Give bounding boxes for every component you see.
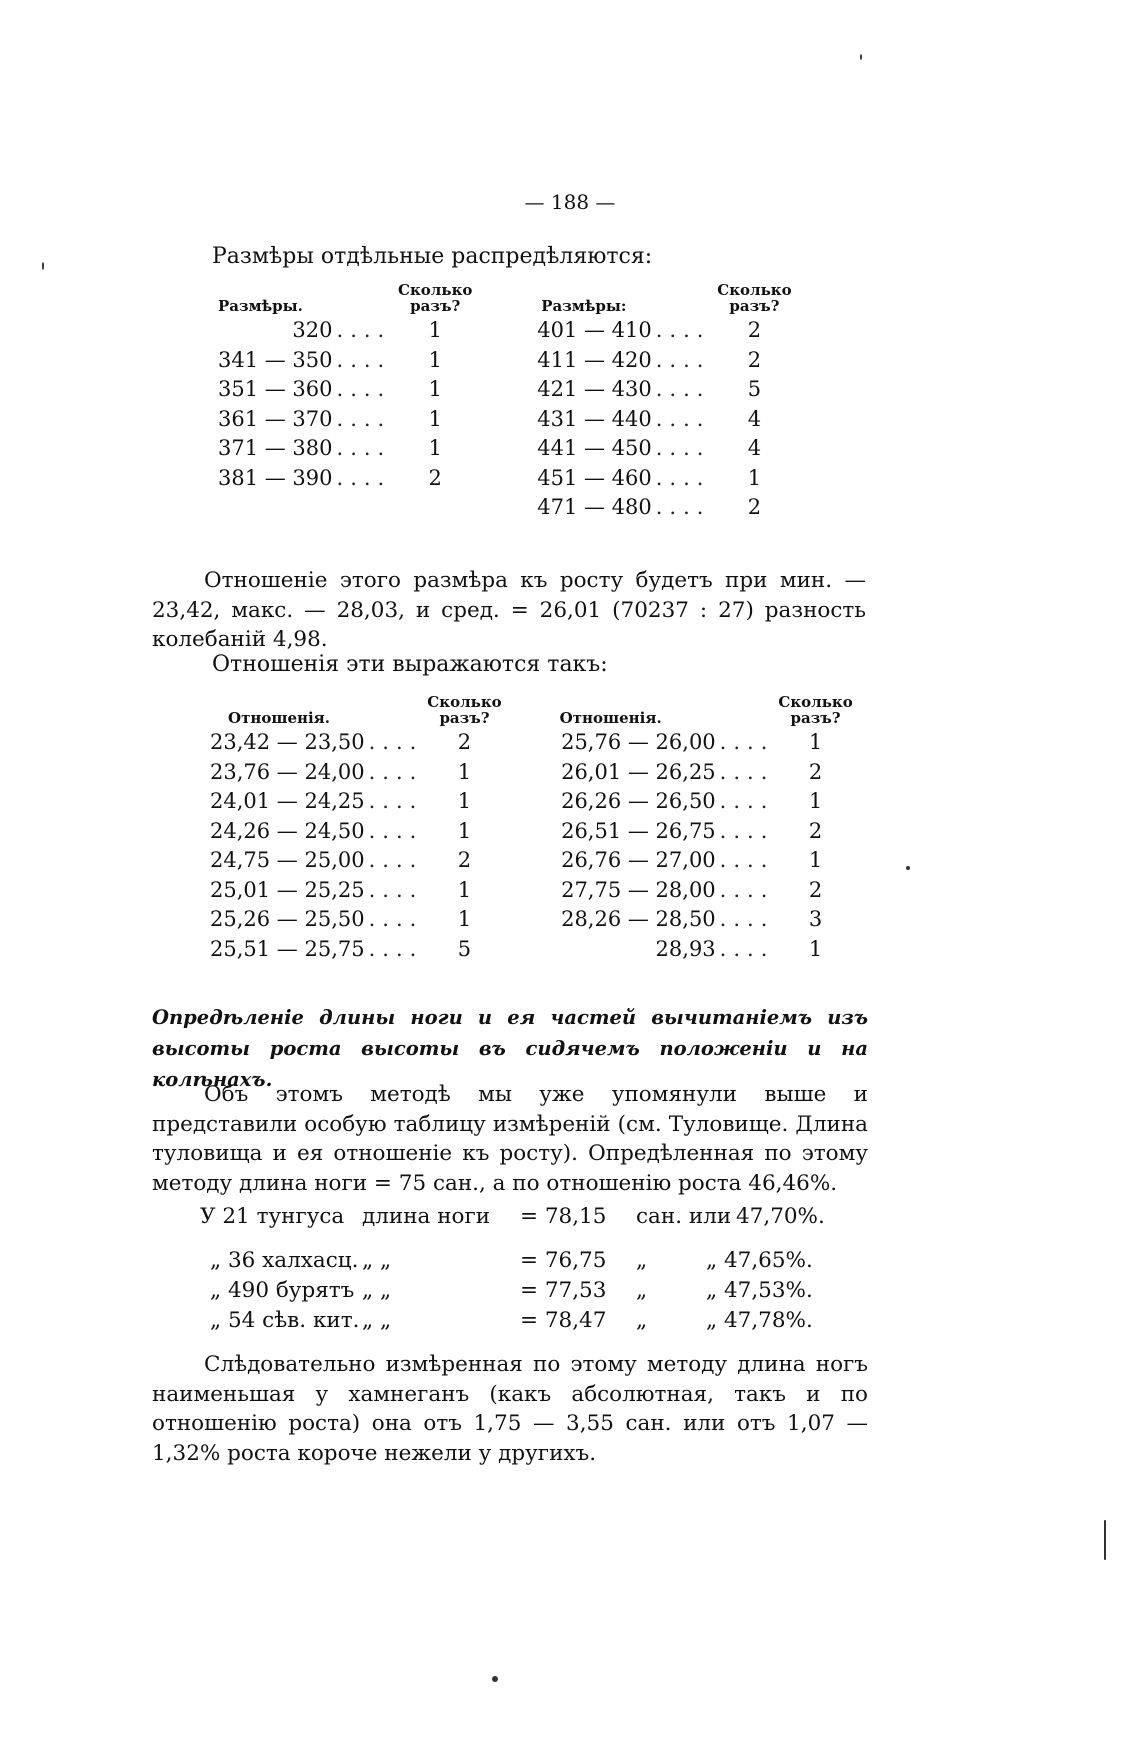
leader-dots: .... — [655, 465, 711, 490]
scan-speck — [906, 866, 910, 870]
leg-pct: „ 47,78%. — [706, 1308, 813, 1333]
count-right: 4 — [747, 406, 762, 431]
column-gap — [506, 817, 556, 847]
leg-label: „ „ — [362, 1308, 392, 1333]
range-left: 24,26 — 24,50 — [210, 818, 365, 843]
leader-dots: .... — [336, 377, 392, 401]
column-gap — [506, 876, 556, 906]
col-header-count2-right: Сколько разъ? — [778, 693, 853, 727]
range-left: 25,01 — 25,25 — [210, 877, 365, 902]
table-row — [210, 935, 857, 965]
range-left: 341 — 350 — [218, 347, 333, 372]
leader-dots: .... — [368, 877, 424, 902]
range-left: 381 — 390 — [218, 465, 333, 490]
paragraph-method — [152, 1080, 868, 1198]
leader-dots: .... — [719, 877, 775, 902]
leader-dots: .... — [719, 907, 775, 931]
leg-pct: „ 47,53%. — [706, 1278, 813, 1303]
count-left: 1 — [428, 377, 442, 401]
column-gap — [479, 316, 537, 346]
leader-dots: .... — [368, 789, 424, 813]
column-gap — [506, 935, 556, 965]
count-right: 1 — [808, 936, 823, 961]
leader-dots: .... — [336, 436, 392, 460]
range-left: 24,75 — 25,00 — [210, 848, 365, 872]
leader-dots: .... — [655, 495, 711, 519]
count-right: 1 — [808, 730, 823, 754]
leg-who: „ 490 бурятъ — [210, 1278, 355, 1303]
table-row — [218, 434, 798, 464]
leader-dots: .... — [368, 818, 424, 843]
count-left: 2 — [457, 730, 472, 754]
leg-label: „ „ — [362, 1278, 392, 1303]
leader-dots: .... — [336, 406, 392, 431]
count-left: 1 — [457, 907, 472, 931]
range-right: 25,76 — 26,00 — [561, 730, 716, 754]
column-gap — [479, 434, 537, 464]
range-right: 28,93 — [655, 936, 716, 961]
range-right: 411 — 420 — [537, 347, 652, 372]
range-left: 23,76 — 24,00 — [210, 759, 365, 784]
count-left: 2 — [457, 848, 472, 872]
count-right: 4 — [747, 436, 762, 460]
table-row — [218, 346, 798, 376]
table-row — [210, 817, 857, 847]
scan-speck — [42, 262, 44, 270]
leg-pct: 47,70%. — [736, 1204, 825, 1229]
range-right: 421 — 430 — [537, 377, 652, 401]
leader-dots: .... — [719, 730, 775, 754]
table-row — [210, 787, 857, 817]
leader-dots: .... — [655, 436, 711, 460]
heading-ratios: Отношенія эти выражаются такъ: — [212, 652, 608, 677]
range-right: 27,75 — 28,00 — [561, 877, 716, 902]
count-right: 2 — [747, 318, 762, 342]
leader-dots — [335, 493, 392, 523]
leader-dots: .... — [368, 936, 424, 961]
count-left: 1 — [457, 877, 472, 902]
count-left: 1 — [428, 318, 442, 342]
count-left: 1 — [457, 818, 472, 843]
count-left: 1 — [428, 436, 442, 460]
range-left: 24,01 — 24,25 — [210, 789, 365, 813]
leg-length-row — [0, 1278, 1140, 1308]
leg-unit: „ — [636, 1248, 648, 1273]
table-row — [210, 905, 857, 935]
table-row — [218, 375, 798, 405]
ratios-table — [210, 694, 857, 964]
range-right: 431 — 440 — [537, 406, 652, 431]
range-left: 361 — 370 — [218, 406, 333, 431]
col-header-count: Сколько разъ? — [398, 281, 473, 315]
leader-dots: .... — [336, 347, 392, 372]
leg-length-row — [0, 1248, 1140, 1278]
range-right: 28,26 — 28,50 — [561, 907, 716, 931]
range-right: 26,26 — 26,50 — [561, 789, 716, 813]
heading-sizes: Размѣры отдѣльные распредѣляются: — [212, 244, 653, 269]
leader-dots: .... — [655, 377, 711, 401]
count-left: 1 — [428, 347, 442, 372]
range-right: 26,01 — 26,25 — [561, 759, 716, 784]
range-left: 320 — [292, 318, 333, 342]
paragraph-method-text: Объ этомъ методѣ мы уже упомянули выше и представили особую таблицу измѣреній (см. Туловище. Длина туловища и ея отношеніе къ росту). Опредѣленная по этому методу длина ноги = 75 сан., а по отношенію роста 46,46%. — [152, 1082, 868, 1196]
leader-dots: .... — [719, 848, 775, 872]
leader-dots: .... — [368, 730, 424, 754]
count-left: 1 — [457, 759, 472, 784]
count-right: 3 — [808, 907, 823, 931]
count-left: 1 — [457, 789, 472, 813]
leg-label: „ „ — [362, 1248, 392, 1273]
table-row — [218, 493, 798, 523]
count-left: 1 — [428, 406, 442, 431]
table-row — [210, 876, 857, 906]
leader-dots: .... — [655, 406, 711, 431]
leg-pct: „ 47,65%. — [706, 1248, 813, 1273]
col-header-count2: Сколько разъ? — [427, 693, 502, 727]
count-right: 1 — [747, 465, 762, 490]
range-left: 371 — 380 — [218, 436, 333, 460]
leg-value: = 78,15 — [520, 1204, 607, 1229]
leg-unit: „ — [636, 1308, 648, 1333]
section-heading-italic: Опредѣленіе длины ноги и ея частей вычитаніемъ изъ высоты роста высоты въ сидячемъ положеніи и на колѣнахъ. — [152, 1006, 868, 1091]
leader-dots: .... — [719, 789, 775, 813]
table-row — [218, 316, 798, 346]
column-gap — [479, 375, 537, 405]
page-number: — 188 — — [524, 190, 616, 214]
column-gap — [506, 728, 556, 758]
range-right: 451 — 460 — [537, 465, 652, 490]
table-row — [218, 405, 798, 435]
column-gap — [479, 464, 537, 494]
range-right: 401 — 410 — [537, 318, 652, 342]
count-right: 2 — [808, 759, 823, 784]
paragraph-conclusion — [152, 1350, 868, 1468]
leg-who: „ 36 халхасц. — [210, 1248, 359, 1273]
leader-dots: .... — [655, 318, 711, 342]
scan-speck — [1104, 1520, 1106, 1560]
range-left: 23,42 — 23,50 — [210, 730, 365, 754]
range-left: 351 — 360 — [218, 377, 333, 401]
leader-dots: .... — [336, 465, 392, 490]
count-right: 2 — [747, 347, 762, 372]
col-header-ratios-right: Отношенія. — [559, 709, 662, 727]
paragraph-ratio-text: Отношеніе этого размѣра къ росту будетъ при мин. — 23,42, макс. — 28,03, и сред. = 26,01 (70237 : 27) разность колебаній 4,98. — [152, 568, 866, 652]
range-right: 26,76 — 27,00 — [561, 848, 716, 872]
leader-dots: .... — [368, 759, 424, 784]
count-right: 2 — [808, 877, 823, 902]
table-row — [210, 728, 857, 758]
table-row — [210, 846, 857, 876]
leg-value: = 76,75 — [520, 1248, 607, 1273]
table-row — [210, 758, 857, 788]
count-right: 2 — [808, 818, 823, 843]
column-gap — [506, 787, 556, 817]
sizes-table — [218, 282, 798, 523]
leg-value: = 77,53 — [520, 1278, 607, 1303]
leader-dots: .... — [719, 759, 775, 784]
column-gap — [479, 346, 537, 376]
leg-length-row — [0, 1308, 1140, 1338]
column-gap — [506, 905, 556, 935]
col-header-count-right: Сколько разъ? — [717, 281, 792, 315]
paragraph-ratio — [152, 566, 866, 655]
leader-dots: .... — [368, 848, 424, 872]
leader-dots: .... — [655, 347, 711, 372]
col-header-sizes: Размѣры. — [218, 297, 303, 315]
col-header-ratios: Отношенія. — [228, 709, 330, 727]
leg-length-row — [0, 1204, 1140, 1234]
count-left: 5 — [457, 936, 472, 961]
leg-who: У 21 тунгуса — [200, 1204, 345, 1229]
count-right: 5 — [747, 377, 762, 401]
count-left: 2 — [428, 465, 442, 490]
table-row — [218, 464, 798, 494]
count-left — [391, 493, 479, 523]
range-left — [218, 493, 335, 523]
leader-dots: .... — [368, 907, 424, 931]
leg-unit: сан. или — [636, 1204, 732, 1229]
count-right: 1 — [808, 848, 823, 872]
leg-value: = 78,47 — [520, 1308, 607, 1333]
range-left: 25,51 — 25,75 — [210, 936, 365, 961]
col-header-sizes-right: Размѣры: — [541, 297, 627, 315]
column-gap — [506, 758, 556, 788]
count-right: 1 — [808, 789, 823, 813]
leader-dots: .... — [336, 318, 392, 342]
column-gap — [506, 846, 556, 876]
leg-label: длина ноги — [362, 1204, 491, 1229]
range-right: 26,51 — 26,75 — [561, 818, 716, 843]
leader-dots: .... — [719, 818, 775, 843]
paragraph-conclusion-text: Слѣдовательно измѣренная по этому методу длина ногъ наименьшая у хамнеганъ (какъ абсолютная, такъ и по отношенію роста) она отъ 1,75 — 3,55 сан. или отъ 1,07 — 1,32% роста короче нежели у другихъ. — [152, 1352, 868, 1466]
range-right: 441 — 450 — [537, 436, 652, 460]
count-right: 2 — [747, 495, 762, 519]
range-right: 471 — 480 — [537, 495, 652, 519]
leg-unit: „ — [636, 1278, 648, 1303]
column-gap — [479, 493, 537, 523]
column-gap — [479, 405, 537, 435]
range-left: 25,26 — 25,50 — [210, 907, 365, 931]
leg-who: „ 54 сѣв. кит. — [210, 1308, 360, 1333]
scan-speck — [492, 1676, 498, 1682]
leader-dots: .... — [719, 936, 775, 961]
scan-speck — [860, 54, 862, 60]
